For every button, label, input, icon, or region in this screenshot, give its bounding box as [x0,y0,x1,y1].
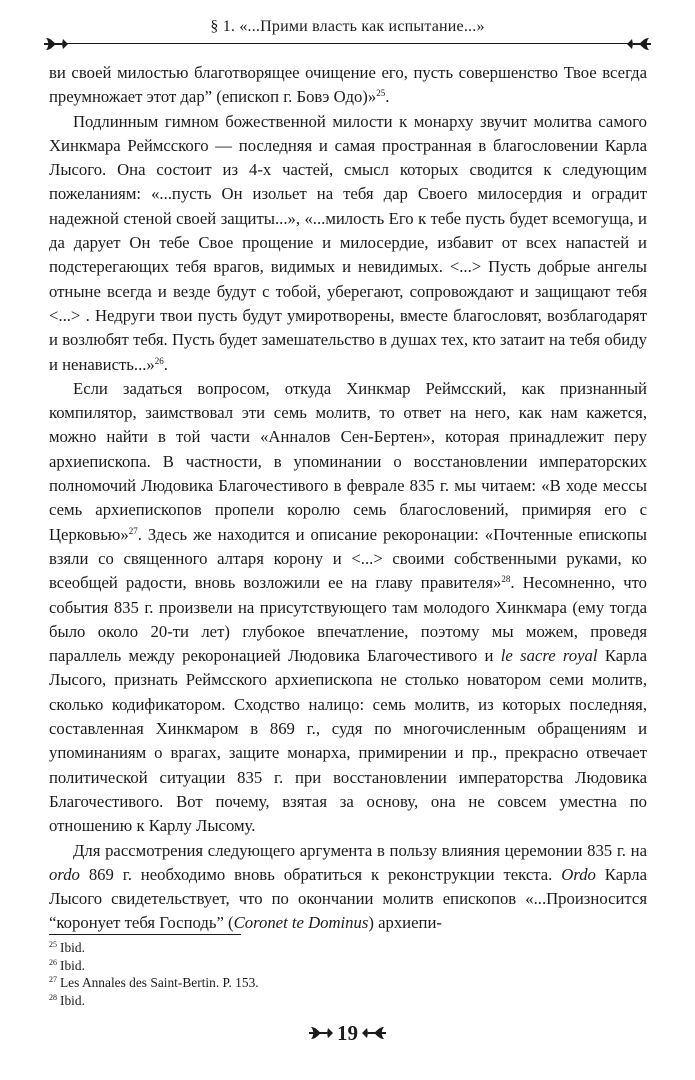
text-run: . [163,354,168,374]
footnote-number: 28 [49,992,57,1002]
text-run: Для рассмотрения следующего аргумента в пользу влияния церемонии 835 г. на [73,840,647,860]
text-run: ви своей милостью благотворящее очищение его, пусть совершенство Твое всегда преумножает этот дар” (епископ г. Бовэ Одо)» [49,63,647,107]
main-text [49,61,647,936]
footnote [49,992,647,1010]
fleuron-arrow-icon [626,36,652,52]
text-run: . Несомненно, что события 835 г. произвели на присутствующего там молодого Хинкмара (ему тогда было около 20-ти лет) глубокое впечатление, поэтому мы можем, проведя параллель между рекоронацией Людовика Благочестивого и [49,573,647,666]
footnote-text: Ibid. [60,940,85,955]
fleuron-arrow-icon [308,1025,334,1041]
footnote-rule [49,934,241,935]
footnote-text: Ibid. [60,992,85,1008]
body-paragraph [49,839,647,936]
footnote-ref: 26 [154,355,164,366]
footnote-text: Ibid. [60,957,85,973]
text-run: Если задаться вопросом, откуда Хинкмар Реймсский, как признанный компилятор, заимствовал эти семь молитв, то ответ на него, как нам кажется, можно найти в той части «Анналов Сен-Бертен», которая принадлежит перу архиепископа. В частности, в упоминании о восстановлении императорских полномочий Людовика Благочестивого в феврале 835 г. мы читаем: «В ходе мессы семь архиепископов пропели королю семь благословений, примиряя его с Церковью» [49,378,647,544]
header-rule [65,43,630,44]
text-run: . [385,87,390,107]
footnote [49,939,647,957]
body-paragraph [49,110,647,377]
fleuron-arrow-icon [43,36,69,52]
running-header [47,14,648,54]
footnote-number: 27 [49,975,57,985]
italic-term: Ordo [561,864,596,884]
footnote-number: 26 [49,957,57,967]
footnotes [49,939,647,1009]
footnote [49,957,647,975]
body-paragraph [49,377,647,839]
italic-term: ordo [49,864,80,884]
footnote-number: 25 [49,940,57,949]
text-run: Карла Лысого свидетельствует, что по окончании молитв епископов «...Произносится “коронует тебя Господь” ( [49,864,647,933]
footnote-ref: 27 [128,525,138,536]
footnote-text: Les Annales des Saint-Bertin. P. 153. [60,975,259,991]
italic-term: Coronet te Dominus [233,913,369,933]
italic-term: le sacre royal [500,646,598,666]
body-paragraph [49,61,647,110]
text-run: . Здесь же находится и описание рекоронации: «Почтенные епископы взяли со священного алтаря корону и <...> своими собственными руками, ко всеобщей радости, вновь возложили ее на главу правителя» [49,524,647,593]
footnote-ref: 25 [376,88,386,99]
text-run: ) архиепи- [368,913,442,933]
footnote-ref: 28 [501,574,511,585]
footnote [49,974,647,992]
text-run: Подлинным гимном божественной милости к монарху звучит молитва самого Хинкмара Реймсского — последняя и самая пространная в благословении Карла Лысого. Она состоит из 4-х частей, смысл которых сводится к следующим пожеланиям: «...пусть Он изольет на тебя дар Своего милосердия и оградит надежной стеной своей защиты...», «...милость Его к тебе пусть будет всемогуща, и да дарует Он тебе Свое прощение и милосердие, избавит от всех напастей и подстерегающих тебя врагов, видимых и невидимых. <...> Пусть добрые ангелы отныне всегда и везде будут с тобой, уберегают, сопровождают и защищают тебя <...> . Недруги твои пусть будут умиротворены, вместе благословят, возблагодарят и возлюбят тебя. Пусть будет замешательство в душах тех, кто затаит на тебя обиду и ненависть...» [49,111,647,374]
running-header-title: § 1. «...Прими власть как испытание...» [210,18,485,35]
text-run: 869 г. необходимо вновь обратиться к реконструкции текста. [79,864,562,884]
text-run: Карла Лысого, признать Реймсского архиепископа не столько новатором семи молитв, сколько кодификатором. Сходство налицо: семь молитв, из которых последняя, составленная Хинкмаром в 869 г., судя по многочисленным обращениям и упоминаниям о врагах, защите монарха, примирении и пр., прекрасно отвечает политической ситуации 835 г. при восстановлении императорства Людовика Благочестивого. Вот почему, взятая за основу, она не совсем уместна по отношению к Карлу Лысому. [49,646,647,836]
page-folio [0,1019,695,1047]
page-number: 19 [337,1021,358,1045]
fleuron-arrow-icon [361,1025,387,1041]
